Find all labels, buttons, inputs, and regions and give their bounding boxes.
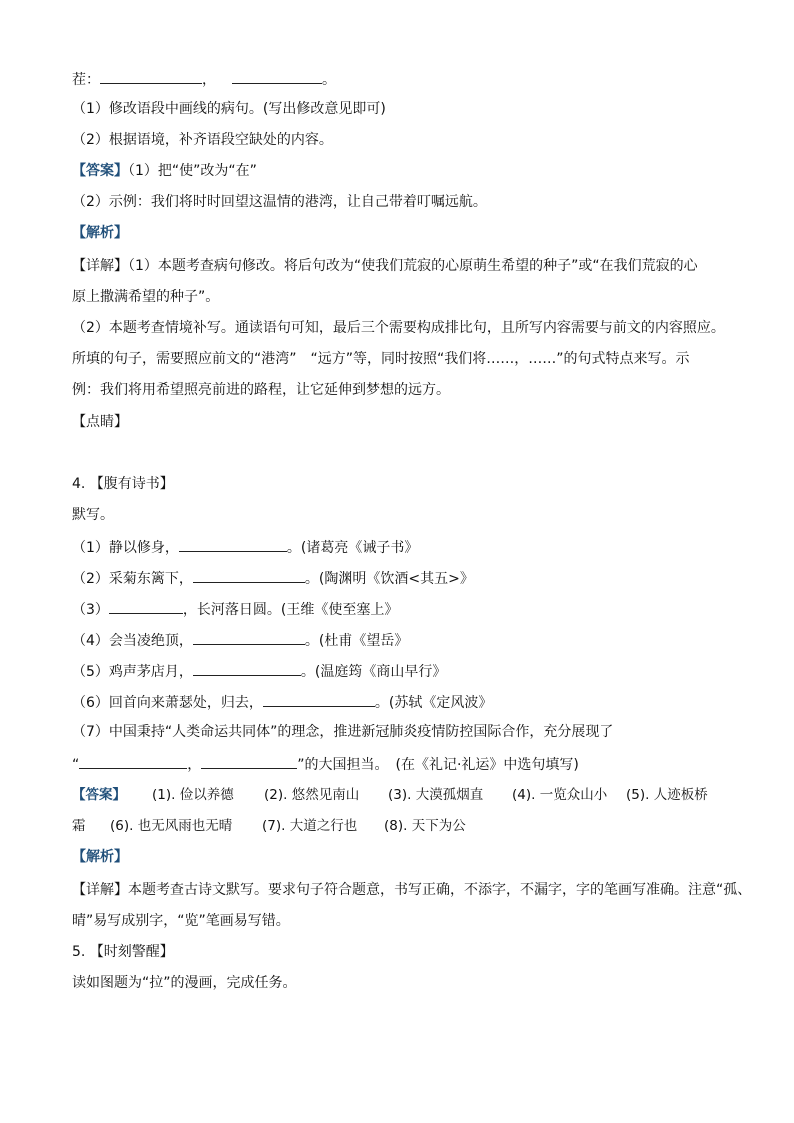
q3-answer: 【答案】（1）把“使”改为“在” [72,163,257,179]
q4-item-1: （1）静以修身， 。(诸葛亮《诫子书》 [72,536,732,558]
q4-item-2: （2）采菊东篱下， 。(陶渊明《饮酒<其五>》 [72,567,732,589]
q4-analysis-tag: 【解析】 [72,849,128,865]
fill-blank [193,567,305,583]
q3-analysis-tag: 【解析】 [72,225,128,241]
q3-sub2: （2）根据语境，补齐语段空缺处的内容。 [72,132,333,148]
fill-blank [232,68,322,84]
fill-blank [179,536,287,552]
top-fill-line: 茬： ， 。 [72,68,732,90]
answer-tag: 【答案】 [72,787,126,803]
q4-item-4: （4）会当凌绝顶， 。(杜甫《望岳》 [72,629,732,651]
q3-detail2-cont2: 例：我们将用希望照亮前进的路程，让它延伸到梦想的远方。 [72,382,450,398]
fill-blank [193,629,305,645]
q3-detail2: （2）本题考查情境补写。通读语句可知，最后三个需要构成排比句，且所写内容需要与前文的内容照应。 [72,320,725,336]
q4-item-6: （6）回首向来萧瑟处，归去， 。(苏轼《定风波》 [72,691,732,713]
q3-detail2-cont: 所填的句子，需要照应前文的“港湾” “远方”等，同时按照“我们将……，……”的句式特点来写。示 [72,351,690,367]
q4-item-5: （5）鸡声茅店月， 。(温庭筠《商山早行》 [72,660,732,682]
detail-tag: 【详解】 [72,258,128,274]
q4-detail-cont: 晴”易写成别字，“览”笔画易写错。 [72,913,290,929]
q4-item-3: （3） ，长河落日圆。(王维《使至塞上》 [72,598,732,620]
q3-comment-tag: 【点睛】 [72,414,128,430]
q4-item-7: （7）中国秉持“人类命运共同体”的理念，推进新冠肺炎疫情防控国际合作，充分展现了 [72,724,614,740]
q3-answer2: （2）示例：我们将时时回望这温情的港湾，让自己带着叮嘱远航。 [72,194,487,210]
q5-prompt: 读如图题为“拉”的漫画，完成任务。 [72,975,297,991]
detail-tag: 【详解】 [72,882,128,898]
q3-sub1: （1）修改语段中画线的病句。(写出修改意见即可) [72,101,386,117]
q4-answer-row1: 【答案】 (1). 俭以养德 (2). 悠然见南山 (3). 大漠孤烟直 (4). 一览众山小 (5). 人迹板桥 [72,787,708,803]
fill-blank [263,691,375,707]
fill-blank [201,753,297,769]
q4-item-7-blanks: “ ， ”的大国担当。 (在《礼记·礼运》中选句填写) [72,753,732,775]
q4-detail: 【详解】本题考查古诗文默写。要求句子符合题意，书写正确，不添字，不漏字，字的笔画写准确。注意“孤、 [72,882,752,898]
q3-detail1: 【详解】（1）本题考查病句修改。将后句改为“使我们荒寂的心原萌生希望的种子”或“在我们荒寂的心 [72,258,698,274]
fill-blank [79,753,187,769]
fill-blank [193,660,301,676]
answer-tag: 【答案】 [72,163,128,179]
q4-instruction: 默写。 [72,507,114,523]
q5-heading: 5. 【时刻警醒】 [72,944,174,960]
fill-blank [109,598,183,614]
fill-blank [100,68,202,84]
q4-heading: 4. 【腹有诗书】 [72,476,174,492]
q3-detail1-cont: 原上撒满希望的种子”。 [72,289,220,305]
q4-answer-row2: 霜 (6). 也无风雨也无晴 (7). 大道之行也 (8). 天下为公 [72,818,466,834]
